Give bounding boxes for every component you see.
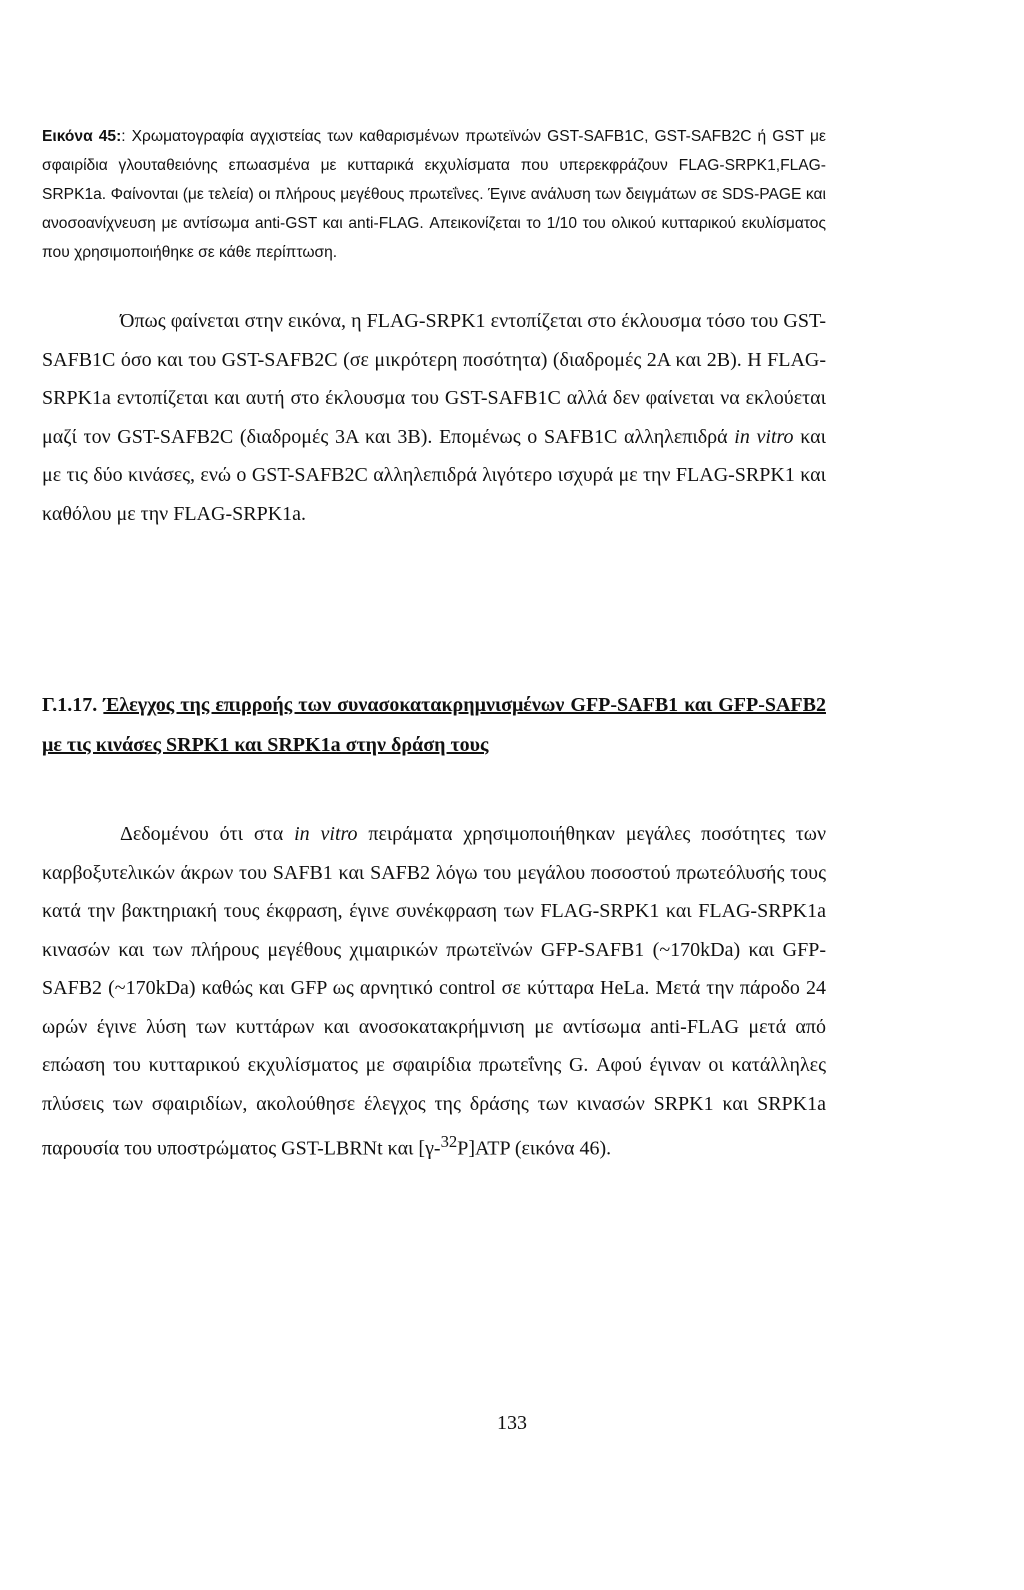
section-number: Γ.1.17. [42,694,104,716]
document-page [42,122,826,1168]
figure-caption-text: : Χρωματογραφία αγχιστείας των καθαρισμένων πρωτεϊνών GST-SAFB1C, GST-SAFB2C ή GST με σφαιρίδια γλουταθειόνης επωασμένα με κυτταρικά εκχυλίσματα που υπερεκφράζουν FLAG-SRPK1,FLAG-SRPK1a. Φαίνονται (με τελεία) οι πλήρους μεγέθους πρωτεΐνες. Έγινε ανάλυση των δειγμάτων σε SDS-PAGE και ανοσοανίχνευση με αντίσωμα anti-GST και anti-FLAG. Απεικονίζεται το 1/10 του ολικού κυτταρικού εκυλίσματος που χρησιμοποιήθηκε σε κάθε περίπτωση. [42,128,826,261]
isotope-superscript: 32 [440,1132,458,1151]
figure-caption [42,122,826,267]
figure-label: Εικόνα 45: [42,128,122,145]
paragraph-results-text-1: Όπως φαίνεται στην εικόνα, η FLAG-SRPK1 εντοπίζεται στο έκλουσμα τόσο του GST-SAFB1C όσο και του GST-SAFB2C (σε μικρότερη ποσότητα) (διαδρομές 2Α και 2Β). Η FLAG-SRPK1a εντοπίζεται και αυτή στο έκλουσμα του GST-SAFB1C αλλά δεν φαίνεται να εκλούεται μαζί τον GST-SAFB2C (διαδρομές 3Α και 3Β). Επομένως ο SAFB1C αλληλεπιδρά [42,310,826,448]
paragraph-methods-text-1: Δεδομένου ότι στα [120,823,295,845]
paragraph-results-italic: in vitro [734,425,794,448]
paragraph-methods-text-3: P]ATP (εικόνα 46). [457,1137,612,1160]
paragraph-results-text-2: και με τις δύο κινάσες, ενώ ο GST-SAFB2C αλληλεπιδρά λιγότερο ισχυρά με την FLAG-SRPK1 και καθόλου με την FLAG-SRPK1a. [42,425,826,525]
paragraph-methods-italic: in vitro [294,823,358,845]
paragraph-methods-text-2: πειράματα χρησιμοποιήθηκαν μεγάλες ποσότητες των καρβοξυτελικών άκρων του SAFB1 και SAFB2 λόγω του μεγάλου ποσοστού πρωτεόλυσής τους κατά την βακτηριακή τους έκφραση, έγινε συνέκφραση των FLAG-SRPK1 και FLAG-SRPK1a κινασών και των πλήρους μεγέθους χιμαιρικών πρωτεϊνών GFP-SAFB1 (~170kDa) και GFP-SAFB2 (~170kDa) καθώς και GFP ως αρνητικό control σε κύτταρα HeLa. Μετά την πάροδο 24 ωρών έγινε λύση των κυττάρων και ανοσοκατακρήμνιση με αντίσωμα anti-FLAG μετά από επώαση του κυτταρικού εκχυλίσματος με σφαιρίδια πρωτεΐνης G. Αφού έγιναν οι κατάλληλες πλύσεις των σφαιριδίων, ακολούθησε έλεγχος της δράσης των κινασών SRPK1 και SRPK1a παρουσία του υποστρώματος GST-LBRNt και [γ- [42,823,827,1160]
section-heading [42,685,826,765]
section-title: Έλεγχος της επιρροής των συνασοκατακρημνισμένων GFP-SAFB1 και GFP-SAFB2 με τις κινάσες SRPK1 και SRPK1a στην δράση τους [42,694,826,756]
paragraph-results [42,302,826,533]
page-number: 133 [497,1412,527,1434]
paragraph-methods [42,815,826,1168]
